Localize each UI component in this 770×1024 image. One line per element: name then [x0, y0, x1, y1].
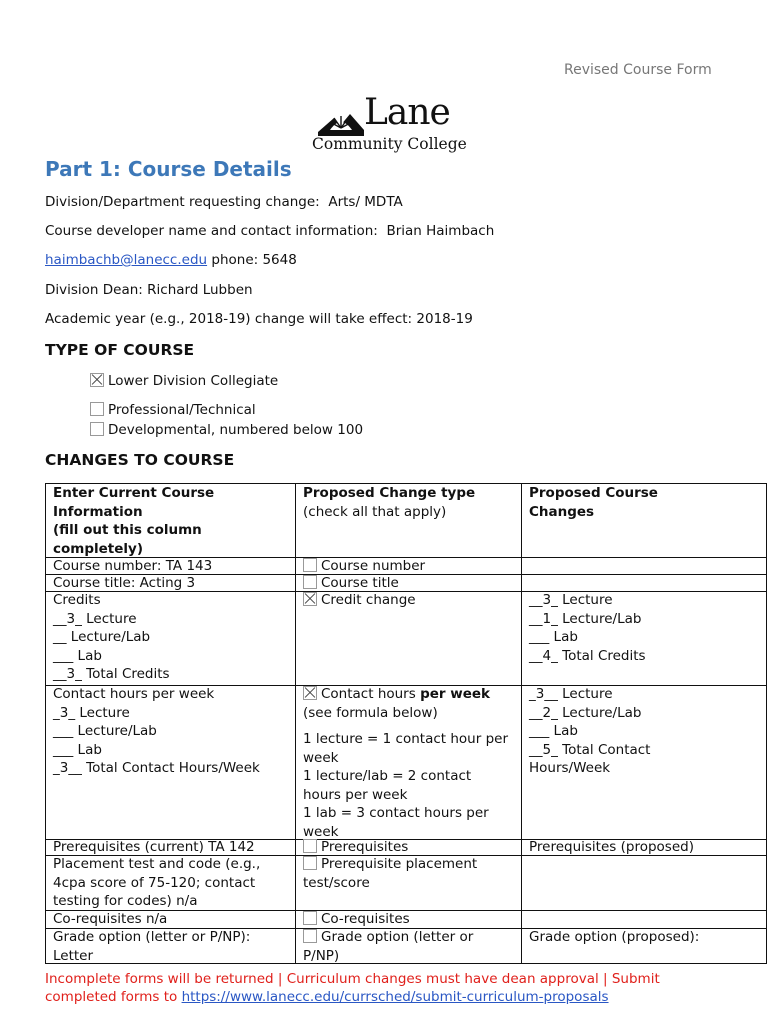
credit-change-option[interactable] [303, 591, 416, 610]
formula-line: 1 lecture/lab = 2 contact [303, 768, 472, 784]
contact-line: ___ Lab [529, 723, 578, 739]
contact-note: (see formula below) [303, 704, 438, 721]
form-label: Revised Course Form [564, 62, 712, 78]
course-title-current: Course title: Acting 3 [53, 575, 196, 591]
credits-line: __3_ Lecture [529, 592, 613, 608]
column-header-current [53, 484, 214, 558]
credits-line: __1_ Lecture/Lab [529, 610, 642, 627]
checkbox-icon[interactable] [303, 856, 317, 870]
header-line: Proposed Course [529, 485, 658, 501]
grade-line: Grade option (letter or P/NP): [53, 929, 251, 945]
type-option-label: Developmental, numbered below 100 [108, 422, 364, 438]
dean-line [45, 282, 253, 298]
checkbox-icon[interactable] [303, 558, 317, 572]
dean-value: Richard Lubben [147, 282, 253, 298]
table-border [521, 483, 522, 964]
college-logo [310, 92, 470, 158]
placement-line: 4cpa score of 75-120; contact [53, 874, 256, 891]
contact-line: ___ Lab [53, 741, 102, 758]
option-label: Grade option (letter or [321, 929, 474, 945]
course-title-option[interactable] [303, 574, 399, 593]
corequisites-option[interactable] [303, 910, 410, 929]
prerequisites-option[interactable] [303, 838, 408, 857]
formula-line: week [303, 749, 339, 766]
checkbox-checked-icon[interactable] [303, 592, 317, 606]
contact-line [45, 252, 297, 268]
checkbox-icon[interactable] [303, 929, 317, 943]
option-label: Prerequisites [321, 839, 409, 855]
type-of-course-heading: TYPE OF COURSE [45, 341, 195, 359]
option-label: Prerequisite placement [321, 856, 478, 872]
grade-option-option[interactable] [303, 928, 473, 965]
footer-line2-prefix: completed forms to [45, 989, 182, 1005]
contact-line: __2_ Lecture/Lab [529, 704, 642, 721]
placement-option[interactable] [303, 855, 477, 892]
header-line: (fill out this column [53, 522, 202, 538]
column-header-proposed [529, 484, 658, 521]
prerequisites-current: Prerequisites (current) TA 142 [53, 839, 255, 855]
contact-line: _3_ Lecture [53, 704, 130, 721]
grade-line: Letter [53, 947, 94, 964]
contact-line: ___ Lecture/Lab [53, 723, 157, 739]
placement-line: Placement test and code (e.g., [53, 856, 261, 872]
credits-line: ___ Lab [53, 647, 102, 664]
prerequisites-proposed: Prerequisites (proposed) [529, 839, 694, 855]
header-line: Changes [529, 503, 595, 520]
academic-year-value: 2018-19 [416, 311, 473, 327]
contact-line: __5_ Total Contact [529, 741, 651, 758]
division-line [45, 194, 403, 210]
contact-hours-current [53, 685, 260, 778]
formula-line: hours per week [303, 786, 408, 803]
type-option-label: Professional/Technical [108, 402, 256, 418]
credits-line: __3_ Total Credits [53, 666, 170, 682]
corequisites-current: Co-requisites n/a [53, 911, 168, 927]
division-label: Division/Department requesting change: [45, 194, 320, 210]
header-line: Information [53, 503, 143, 520]
checkbox-icon[interactable] [90, 402, 104, 416]
contact-hours-proposed [529, 685, 650, 778]
developer-label: Course developer name and contact information: [45, 223, 378, 239]
contact-formula [303, 730, 508, 841]
grade-option-current [53, 928, 250, 965]
option-label: Course number [321, 558, 426, 574]
contact-line: _3__ Total Contact Hours/Week [53, 760, 260, 776]
checkbox-icon[interactable] [90, 422, 104, 436]
footer-note [45, 970, 725, 1006]
course-number-current: Course number: TA 143 [53, 558, 213, 574]
developer-value: Brian Haimbach [386, 223, 495, 239]
option-label: Credit change [321, 592, 416, 608]
type-option-label: Lower Division Collegiate [108, 373, 279, 389]
logo-name-lane: Lane [364, 92, 450, 133]
option-label: P/NP) [303, 947, 340, 964]
academic-year-label: Academic year (e.g., 2018-19) change will take effect: [45, 311, 413, 327]
header-line: Proposed Change type [303, 485, 476, 501]
course-number-option[interactable] [303, 557, 425, 576]
logo-name-community-college: Community College [312, 135, 467, 153]
table-border [295, 483, 296, 964]
credits-line: Credits [53, 592, 101, 608]
table-border [45, 483, 46, 964]
dean-label: Division Dean: [45, 282, 143, 298]
division-value: Arts/ MDTA [328, 194, 403, 210]
table-border [766, 483, 767, 964]
type-option-lower-division[interactable] [90, 373, 278, 389]
submit-proposals-link[interactable]: https://www.lanecc.edu/currsched/submit-curriculum-proposals [181, 989, 609, 1005]
credits-proposed [529, 591, 646, 665]
option-label: Co-requisites [321, 911, 410, 927]
credits-line: __3_ Lecture [53, 610, 137, 627]
contact-hours-option[interactable] [303, 685, 490, 722]
option-label: Course title [321, 575, 399, 591]
option-label: test/score [303, 874, 370, 891]
credits-line: ___ Lab [529, 629, 578, 645]
checkbox-icon[interactable] [303, 575, 317, 589]
grade-option-proposed: Grade option (proposed): [529, 929, 700, 945]
checkbox-icon[interactable] [303, 839, 317, 853]
type-option-professional-technical[interactable] [90, 402, 256, 418]
footer-line1: Incomplete forms will be returned | Curriculum changes must have dean approval | Submit [45, 971, 660, 987]
checkbox-icon[interactable] [303, 911, 317, 925]
rising-sun-icon [316, 100, 366, 140]
contact-line: _3__ Lecture [529, 686, 613, 702]
credits-line: __ Lecture/Lab [53, 629, 151, 645]
contact-line: Hours/Week [529, 760, 611, 776]
checkbox-checked-icon[interactable] [303, 686, 317, 700]
option-label-bold: per week [420, 686, 491, 702]
checkbox-checked-icon[interactable] [90, 373, 104, 387]
header-line: completely) [53, 540, 143, 557]
type-option-developmental[interactable] [90, 422, 363, 438]
changes-heading: CHANGES TO COURSE [45, 451, 235, 469]
developer-phone: phone: 5648 [211, 252, 297, 268]
placement-line: testing for codes) n/a [53, 893, 198, 909]
column-header-change-type [303, 484, 475, 521]
option-label: Contact hours [321, 686, 421, 702]
academic-year-line [45, 311, 473, 327]
developer-email-link[interactable]: haimbachb@lanecc.edu [45, 252, 208, 268]
formula-line: 1 lecture = 1 contact hour per [303, 731, 508, 747]
formula-line: 1 lab = 3 contact hours per [303, 805, 489, 821]
changes-table [45, 483, 767, 964]
contact-line: Contact hours per week [53, 686, 215, 702]
formula-line: week [303, 823, 339, 840]
credits-line: __4_ Total Credits [529, 647, 646, 664]
header-line: (check all that apply) [303, 503, 447, 520]
page-title: Part 1: Course Details [45, 157, 292, 181]
developer-line [45, 223, 494, 239]
header-line: Enter Current Course [53, 485, 215, 501]
placement-current [53, 855, 260, 911]
credits-current [53, 591, 170, 684]
